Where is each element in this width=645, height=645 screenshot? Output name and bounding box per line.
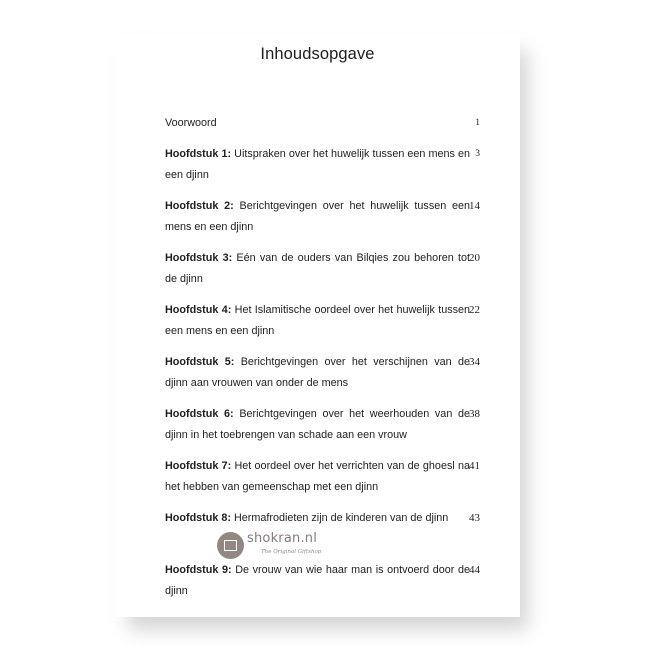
watermark-logo xyxy=(217,530,347,564)
chapter-label: Hoofdstuk 9: xyxy=(165,564,232,576)
chapter-label: Hoofdstuk 8: xyxy=(165,512,231,524)
gift-icon xyxy=(217,532,244,559)
toc-entry-chapter-2 xyxy=(165,196,470,238)
chapter-title: Het oordeel over het verrichten van de ghoesl na het hebben van gemeenschap met een djinn xyxy=(165,460,471,493)
chapter-title: De vrouw van wie haar man is ontvoerd door de djinn xyxy=(165,564,470,597)
chapter-title: Het Islamitische oordeel over het huwelijk tussen een mens en een djinn xyxy=(165,304,471,337)
chapter-title: Berichtgevingen over het verschijnen van de djinn aan vrouwen van onder de mens xyxy=(165,356,470,389)
toc-page-number: 43 xyxy=(469,512,480,524)
watermark-tagline: The Original Giftshop xyxy=(261,549,322,555)
chapter-title: Hermafrodieten zijn de kinderen van de djinn xyxy=(233,512,449,524)
chapter-label: Hoofdstuk 2: xyxy=(165,200,234,212)
toc-entry-chapter-8 xyxy=(165,508,470,529)
foreword-label: Voorwoord xyxy=(165,117,217,129)
chapter-label: Hoofdstuk 1: xyxy=(165,148,232,160)
toc-entry-chapter-1 xyxy=(165,144,470,186)
toc-entry-chapter-4 xyxy=(165,300,470,342)
chapter-label: Hoofdstuk 3: xyxy=(165,252,233,264)
chapter-label: Hoofdstuk 7: xyxy=(165,460,232,472)
toc-page-number: 38 xyxy=(469,408,480,420)
chapter-title: Berichtgevingen over het huwelijk tussen een mens en een djinn xyxy=(165,200,471,233)
toc-entry-chapter-9 xyxy=(165,560,470,602)
toc-page-number: 1 xyxy=(475,118,480,128)
toc-entry-chapter-3 xyxy=(165,248,470,290)
toc-page-number: 22 xyxy=(469,304,480,316)
toc-entry-chapter-6 xyxy=(165,404,470,446)
toc-entry-chapter-7 xyxy=(165,456,470,498)
toc-title: Inhoudsopgave xyxy=(260,45,375,63)
toc-page-number: 14 xyxy=(469,200,480,212)
toc-page-number: 44 xyxy=(469,564,480,576)
toc-page-number: 20 xyxy=(469,252,480,264)
toc-page-number: 3 xyxy=(475,149,480,159)
chapter-label: Hoofdstuk 6: xyxy=(165,408,234,420)
toc-page-number: 41 xyxy=(469,460,480,472)
chapter-title: Eén van de ouders van Bilqies zou behoren tot de djinn xyxy=(165,252,471,285)
chapter-label: Hoofdstuk 5: xyxy=(165,356,235,368)
chapter-title: Uitspraken over het huwelijk tussen een mens en een djinn xyxy=(165,148,470,181)
watermark-brand: shokran.nl xyxy=(247,531,318,546)
chapter-label: Hoofdstuk 4: xyxy=(165,304,232,316)
toc-entry-chapter-5 xyxy=(165,352,470,394)
toc-entry-foreword xyxy=(165,113,470,134)
chapter-title: Berichtgevingen over het weerhouden van de djinn in het toebrengen van schade aan een vrouw xyxy=(165,408,471,441)
toc-page-number: 34 xyxy=(469,356,480,368)
